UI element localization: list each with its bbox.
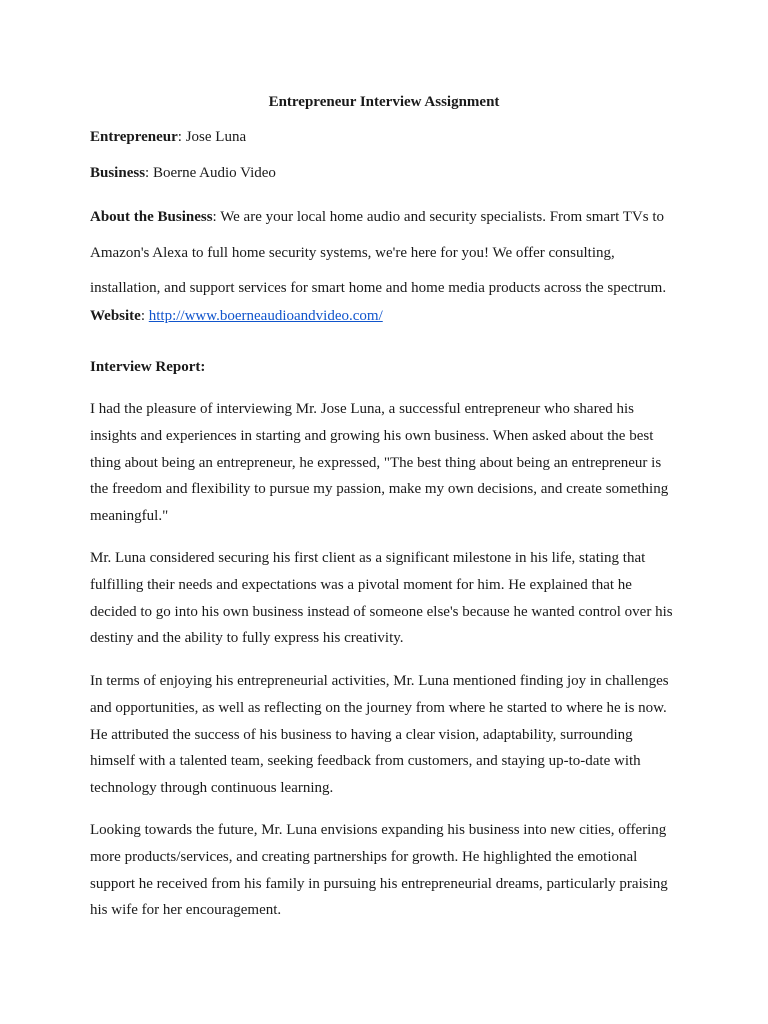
- website-separator: :: [140, 308, 149, 324]
- website-label: Website: [90, 308, 141, 324]
- report-paragraph-1: [90, 396, 690, 530]
- entrepreneur-label: Entrepreneur: [90, 129, 178, 145]
- about-line-1: [90, 200, 690, 236]
- paragraph-line: his wife for her encouragement.: [90, 902, 282, 919]
- paragraph-line: insights and experiences in starting and growing his own business. When asked about the best: [90, 427, 654, 444]
- paragraph-line: In terms of enjoying his entrepreneurial activities, Mr. Luna mentioned finding joy in challenges: [90, 673, 669, 689]
- paragraph-line: destiny and the ability to fully express his creativity.: [90, 630, 404, 647]
- about-line-3: installation, and support services for smart home and home media products across the spectrum.: [90, 280, 667, 297]
- website-link[interactable]: http://www.boerneaudioandvideo.com/: [148, 308, 383, 324]
- paragraph-line: He attributed the success of his business to having a clear vision, adaptability, surrounding: [90, 726, 633, 743]
- about-text-1: : We are your local home audio and security specialists. From smart TVs to: [212, 209, 665, 225]
- report-heading-text: Interview Report:: [90, 359, 206, 375]
- paragraph-line: technology through continuous learning.: [90, 780, 334, 797]
- paragraph-line: decided to go into his own business instead of someone else's because he wanted control over his: [90, 603, 673, 620]
- document-title: Entrepreneur Interview Assignment: [268, 94, 500, 110]
- paragraph-line: and opportunities, as well as reflecting on the journey from where he started to where he is now.: [90, 699, 667, 716]
- paragraph-line: fulfilling their needs and expectations was a pivotal moment for him. He explained that he: [90, 576, 632, 593]
- report-paragraph-2: [90, 545, 690, 652]
- paragraph-line: more products/services, and creating partnerships for growth. He highlighted the emotional: [90, 848, 638, 865]
- paragraph-line: support he received from his family in pursuing his entrepreneurial dreams, particularly praising: [90, 875, 668, 892]
- report-paragraph-4: [90, 817, 690, 924]
- paragraph-line: the freedom and flexibility to pursue my passion, make my own decisions, and create something: [90, 481, 669, 498]
- about-label: About the Business: [90, 209, 213, 225]
- paragraph-line: himself with a talented team, seeking feedback from customers, and staying up-to-date with: [90, 753, 641, 770]
- about-business: [90, 200, 690, 307]
- website-line: [90, 307, 690, 325]
- about-line-2: Amazon's Alexa to full home security systems, we're here for you! We offer consulting,: [90, 244, 615, 261]
- entrepreneur-value: : Jose Luna: [177, 129, 247, 145]
- paragraph-line: Looking towards the future, Mr. Luna envisions expanding his business into new cities, offering: [90, 822, 667, 838]
- business-line: [90, 164, 690, 182]
- paragraph-line: meaningful.": [90, 508, 169, 525]
- paragraph-line: Mr. Luna considered securing his first client as a significant milestone in his life, stating that: [90, 550, 646, 566]
- paragraph-line: I had the pleasure of interviewing Mr. Jose Luna, a successful entrepreneur who shared his: [90, 401, 634, 417]
- business-label: Business: [90, 165, 146, 181]
- report-heading: [90, 358, 690, 376]
- business-value: : Boerne Audio Video: [145, 165, 276, 181]
- entrepreneur-line: [90, 128, 690, 146]
- paragraph-line: thing about being an entrepreneur, he expressed, "The best thing about being an entrepreneur is: [90, 454, 662, 471]
- report-paragraph-3: [90, 668, 690, 802]
